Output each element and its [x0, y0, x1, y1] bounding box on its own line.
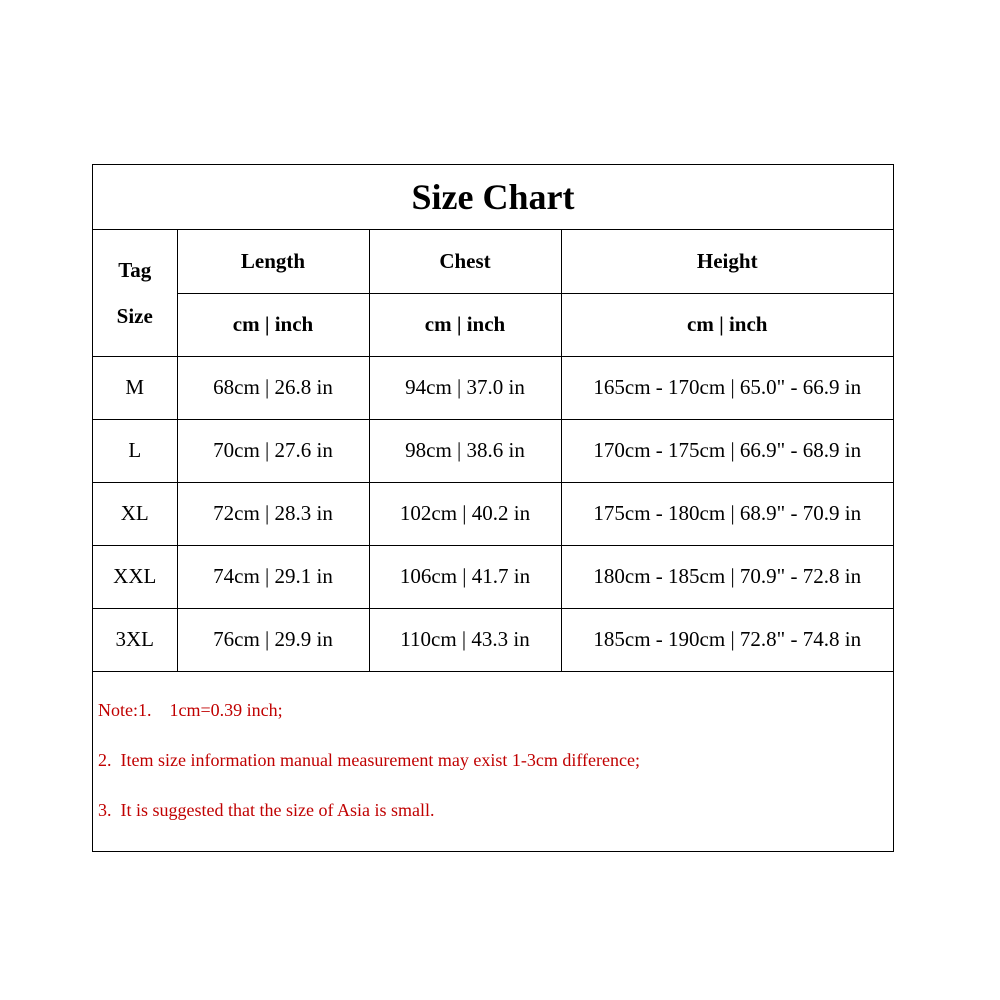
chest-cell: 94cm | 37.0 in [369, 356, 561, 419]
note-line-3: 3. It is suggested that the size of Asia is small. [98, 800, 435, 820]
header-row [93, 230, 893, 293]
height-cell: 165cm - 170cm | 65.0" - 66.9 in [561, 356, 893, 419]
table-row [93, 608, 893, 671]
size-cell: L [93, 419, 177, 482]
page-title: Size Chart [411, 177, 575, 217]
length-units: cm | inch [177, 293, 369, 356]
height-units: cm | inch [561, 293, 893, 356]
size-cell: 3XL [93, 608, 177, 671]
units-row [93, 293, 893, 356]
size-header-label: Size [116, 303, 153, 328]
chest-cell: 102cm | 40.2 in [369, 482, 561, 545]
chest-units: cm | inch [369, 293, 561, 356]
size-table [93, 230, 893, 672]
length-header: Length [177, 230, 369, 293]
note-line-1: Note:1. 1cm=0.39 inch; [98, 700, 283, 720]
length-cell: 68cm | 26.8 in [177, 356, 369, 419]
table-row [93, 545, 893, 608]
size-cell: M [93, 356, 177, 419]
height-cell: 170cm - 175cm | 66.9" - 68.9 in [561, 419, 893, 482]
tag-header-label: Tag [118, 257, 152, 282]
length-cell: 70cm | 27.6 in [177, 419, 369, 482]
size-chart-sheet [92, 164, 894, 852]
size-cell: XL [93, 482, 177, 545]
chest-header: Chest [369, 230, 561, 293]
table-row [93, 482, 893, 545]
chest-cell: 98cm | 38.6 in [369, 419, 561, 482]
length-cell: 76cm | 29.9 in [177, 608, 369, 671]
length-cell: 74cm | 29.1 in [177, 545, 369, 608]
chest-cell: 110cm | 43.3 in [369, 608, 561, 671]
height-cell: 180cm - 185cm | 70.9" - 72.8 in [561, 545, 893, 608]
table-row [93, 419, 893, 482]
title-row [93, 165, 893, 230]
height-header: Height [561, 230, 893, 293]
tag-size-header [93, 230, 177, 356]
note-line-2: 2. Item size information manual measurement may exist 1-3cm difference; [98, 750, 640, 770]
height-cell: 175cm - 180cm | 68.9" - 70.9 in [561, 482, 893, 545]
length-cell: 72cm | 28.3 in [177, 482, 369, 545]
height-cell: 185cm - 190cm | 72.8" - 74.8 in [561, 608, 893, 671]
size-cell: XXL [93, 545, 177, 608]
chest-cell: 106cm | 41.7 in [369, 545, 561, 608]
table-row [93, 356, 893, 419]
